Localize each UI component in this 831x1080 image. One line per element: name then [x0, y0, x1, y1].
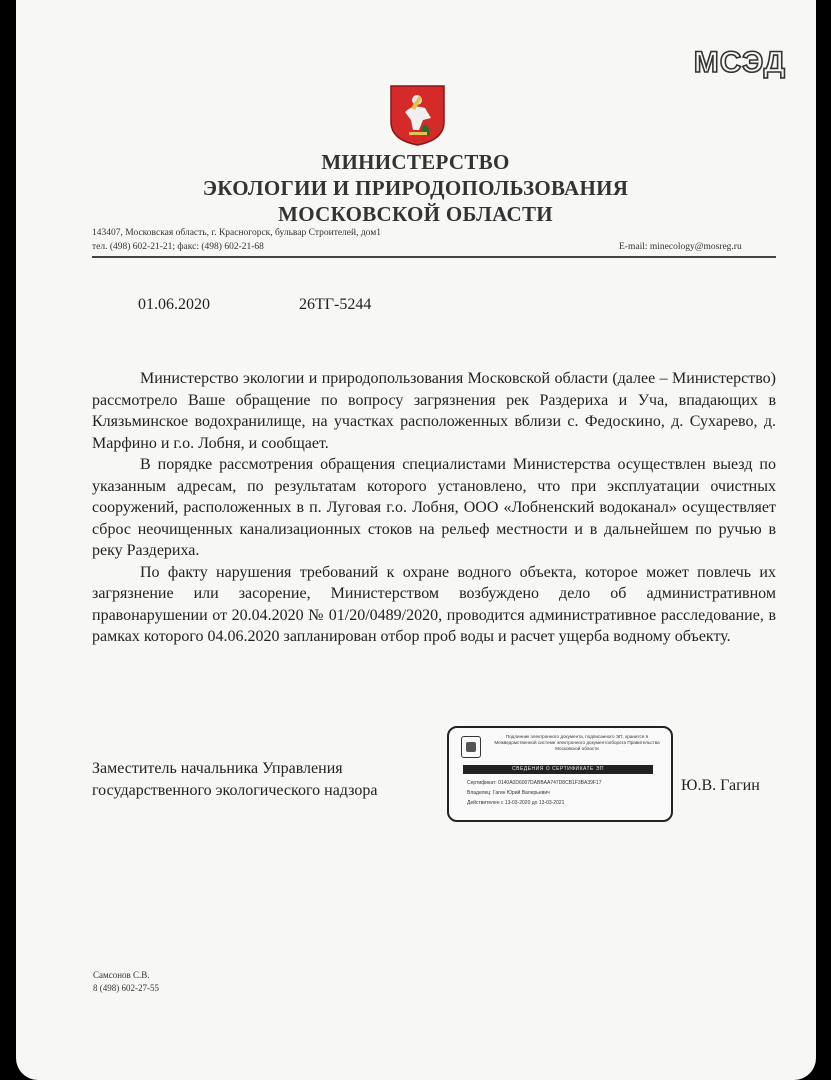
stamp-certificate: Сертификат: 0140A0D6007DABBAA747D8CB1F3BA39F17	[467, 780, 602, 786]
ministry-name-line2: ЭКОЛОГИИ И ПРИРОДОПОЛЬЗОВАНИЯ	[202, 176, 629, 200]
msed-logo: МСЭД	[693, 46, 786, 79]
address-line: 143407, Московская область, г. Красногорск, бульвар Строителей, дом1	[92, 228, 382, 238]
stamp-owner: Владелец: Гагин Юрий Валерьевич	[467, 790, 550, 796]
stamp-emblem-icon	[461, 736, 481, 758]
executor-name: Самсонов С.В.	[93, 970, 150, 980]
signer-name: Ю.В. Гагин	[681, 777, 760, 794]
letter-date: 01.06.2020	[138, 296, 210, 313]
executor-phone: 8 (498) 602-27-55	[93, 983, 159, 993]
phone-fax-line: тел. (498) 602-21-21; факс: (498) 602-21-68	[92, 242, 264, 252]
coat-of-arms-icon	[389, 84, 446, 147]
digital-signature-stamp	[447, 726, 673, 822]
signer-title	[92, 758, 377, 802]
letter-number: 26ТГ-5244	[299, 296, 372, 313]
stamp-valid: Действителен с 13-03-2020 до 13-03-2021	[467, 800, 565, 806]
letter-body	[92, 368, 776, 648]
email-line: E-mail: minecology@mosreg.ru	[619, 242, 742, 252]
signer-title-line1: Заместитель начальника Управления	[92, 760, 343, 777]
ministry-name-line3: МОСКОВСКОЙ ОБЛАСТИ	[278, 202, 553, 226]
signer-title-line2: государственного экологического надзора	[92, 782, 378, 799]
ministry-name-line1: МИНИСТЕРСТВО	[321, 150, 510, 174]
stamp-band: СВЕДЕНИЯ О СЕРТИФИКАТЕ ЭП	[463, 765, 653, 774]
body-paragraph-2: В порядке рассмотрения обращения специалистами Министерства осуществлен выезд по указанным адресам, по результатам которого установлено, что при эксплуатации очистных сооружений, расположенных в п. Луговая г.о. Лобня, ООО «Лобненский водоканал» осуществляет сброс неочищенных канализационных стоков на рельеф местности и в дальнейшем по ручью в реку Раздериха.	[92, 456, 776, 559]
stamp-header-text: Подлинник электронного документа, подписанного ЭП, хранится в Межведомственной системе электронного документооборота Правительства Московской области	[494, 734, 660, 751]
body-paragraph-1: Министерство экологии и природопользования Московской области (далее – Министерство) рассмотрело Ваше обращение по вопросу загрязнения рек Раздериха и Уча, впадающих в Клязьминское водохранилище, на участках расположенных вблизи с. Федоскино, д. Сухарево, д. Марфино и г.о. Лобня, и сообщает.	[92, 370, 776, 452]
header-divider	[92, 256, 776, 258]
body-paragraph-3: По факту нарушения требований к охране водного объекта, которое может повлечь их загрязнение или засорение, Министерством возбуждено дело об административном правонарушении от 20.04.2020 № 01/20/0489/2020, проводится административное расследование, в рамках которого 04.06.2020 запланирован отбор проб воды и расчет ущерба водному объекту.	[92, 563, 776, 645]
